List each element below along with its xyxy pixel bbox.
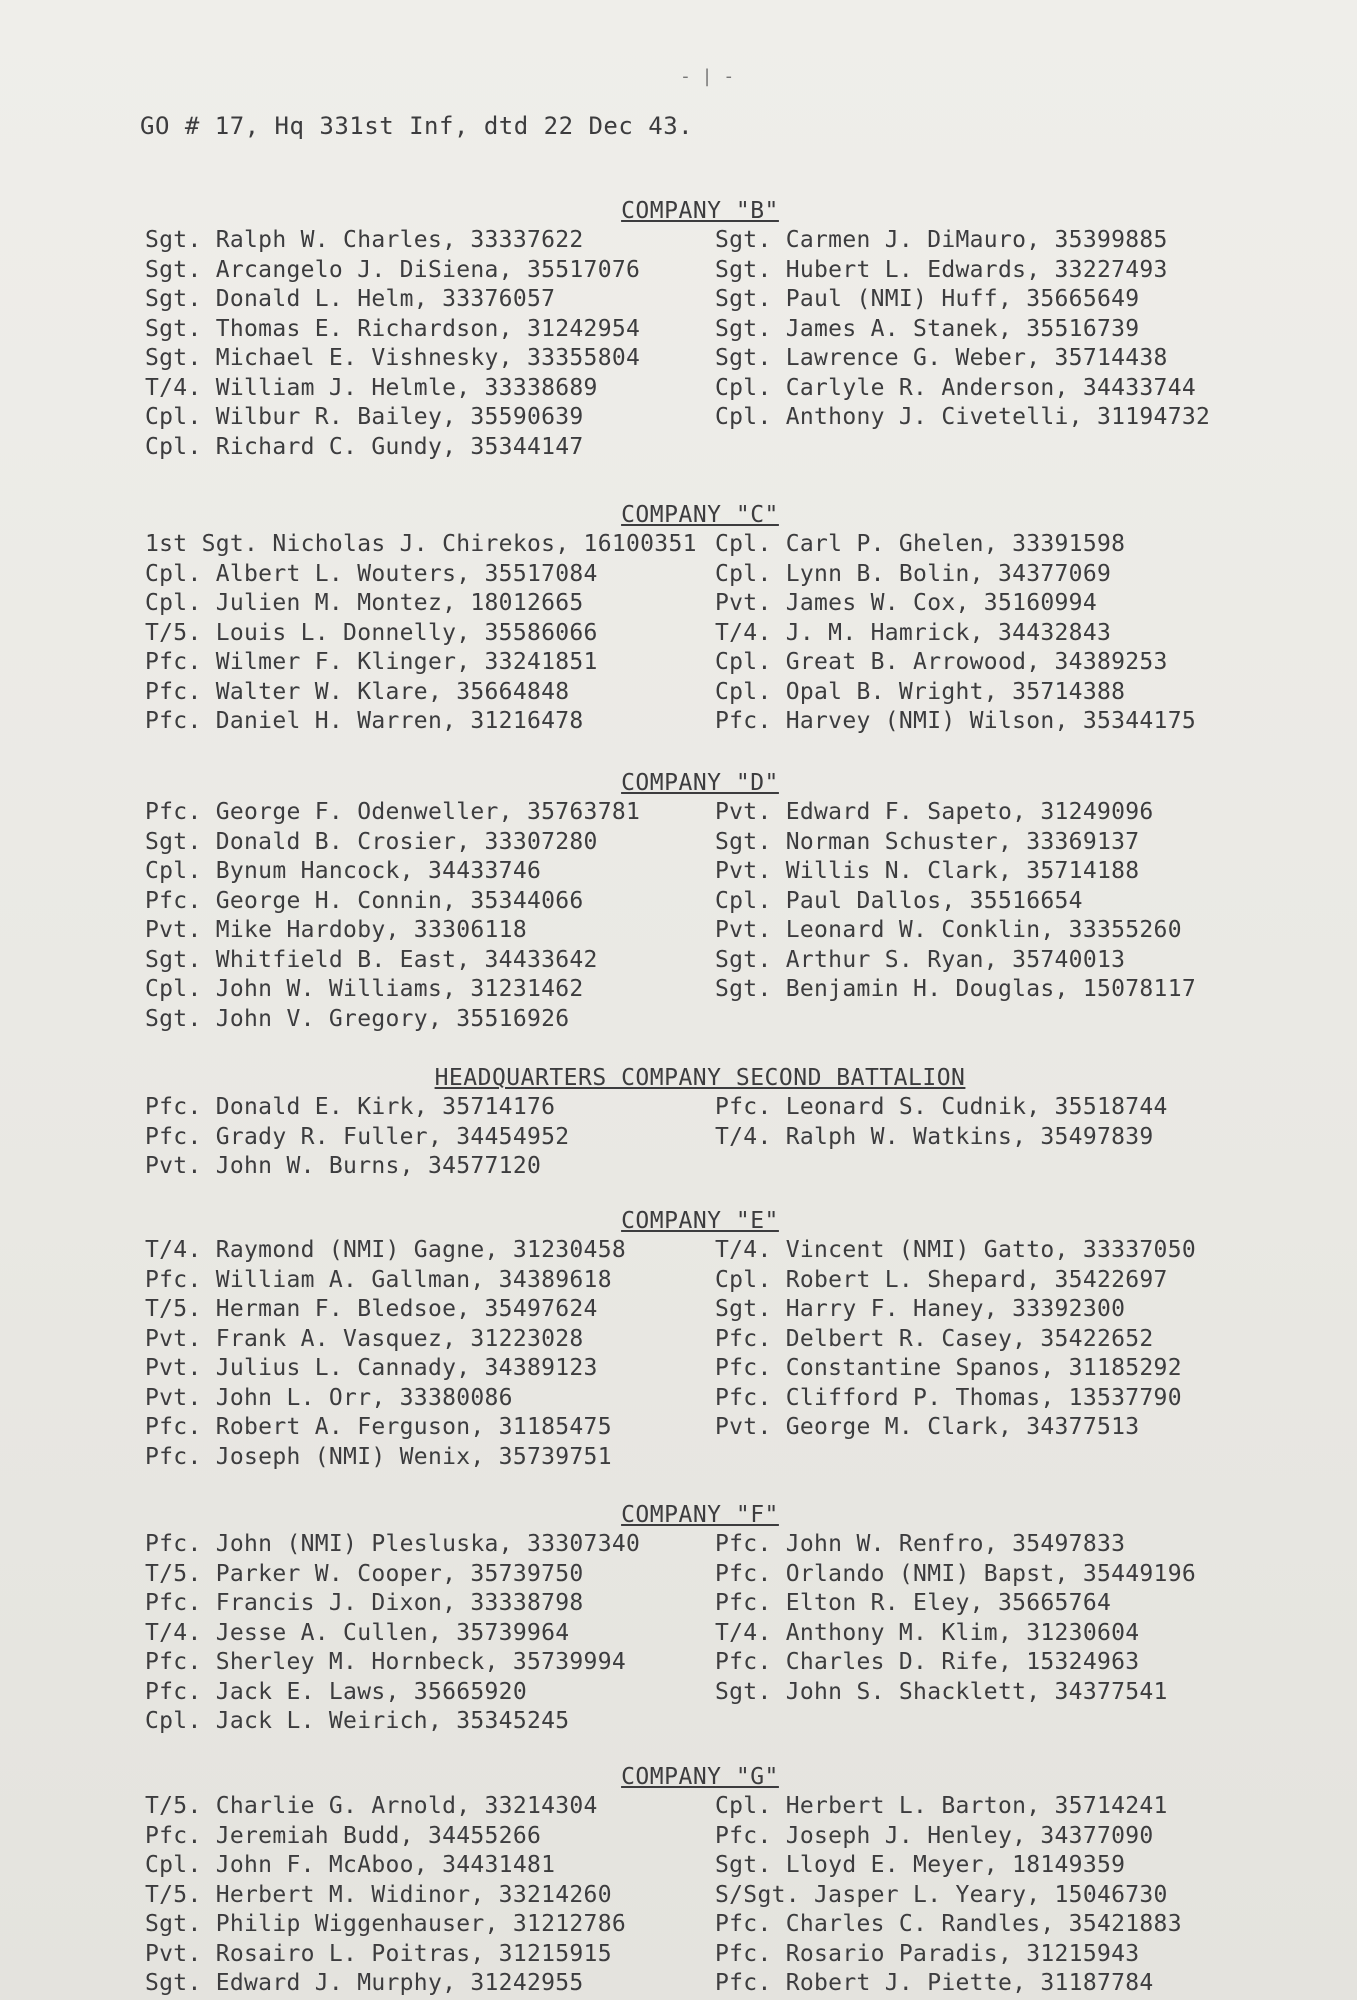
roster-entry: Pfc. Elton R. Eley, 35665764 (715, 1590, 1112, 1616)
roster-entry: Sgt. Carmen J. DiMauro, 35399885 (715, 227, 1168, 253)
roster-entry: Pfc. Walter W. Klare, 35664848 (145, 678, 570, 705)
roster-entry: Sgt. Donald L. Helm, 33376057 (145, 286, 556, 312)
roster-entry: Sgt. Benjamin H. Douglas, 15078117 (715, 976, 1197, 1002)
roster-entry: Cpl. Paul Dallos, 35516654 (715, 887, 1083, 914)
roster-entry: Pfc. Charles D. Rife, 15324963 (715, 1649, 1140, 1675)
roster-entry: Pfc. Joseph J. Henley, 34377090 (715, 1822, 1154, 1849)
roster-entry: T/4. Anthony M. Klim, 31230604 (715, 1619, 1140, 1646)
left-column (145, 226, 715, 462)
right-column (715, 1093, 1255, 1182)
roster-entry: T/5. Charlie G. Arnold, 33214304 (145, 1793, 598, 1819)
section-title: COMPANY "F" (621, 1502, 779, 1528)
roster-entry: Cpl. John W. Williams, 31231462 (145, 976, 584, 1002)
roster-entry: Pfc. Jack E. Laws, 35665920 (145, 1678, 527, 1705)
roster-entry: T/5. Herman F. Bledsoe, 35497624 (145, 1296, 598, 1322)
roster-entry: Pfc. Robert J. Piette, 31187784 (715, 1970, 1154, 1996)
roster-entry: T/4. J. M. Hamrick, 34432843 (715, 619, 1112, 646)
roster-entry: Cpl. Richard C. Gundy, 35344147 (145, 433, 584, 460)
roster-entry: Sgt. Thomas E. Richardson, 31242954 (145, 315, 641, 342)
section-company-d (145, 770, 1255, 1034)
roster-entry: Pfc. Francis J. Dixon, 33338798 (145, 1590, 584, 1616)
roster-entry: Pfc. Robert A. Ferguson, 31185475 (145, 1414, 612, 1440)
page-marks: - | - (680, 66, 735, 87)
roster-entry: Pvt. Mike Hardoby, 33306118 (145, 917, 527, 943)
roster-entry: T/4. Jesse A. Cullen, 35739964 (145, 1619, 570, 1646)
left-column (145, 1530, 715, 1737)
roster-entry: Cpl. Robert L. Shepard, 35422697 (715, 1266, 1168, 1293)
roster-entry: Cpl. Herbert L. Barton, 35714241 (715, 1793, 1168, 1819)
roster-entry: Cpl. John F. McAboo, 34431481 (145, 1852, 556, 1878)
roster-entry: Sgt. Paul (NMI) Huff, 35665649 (715, 286, 1140, 312)
roster-entry: Pvt. Leonard W. Conklin, 33355260 (715, 917, 1182, 943)
roster-entry: Sgt. Edward J. Murphy, 31242955 (145, 1970, 584, 1996)
roster-entry: T/5. Herbert M. Widinor, 33214260 (145, 1881, 612, 1908)
section-title: COMPANY "E" (621, 1208, 779, 1234)
section-company-g (145, 1764, 1255, 1999)
roster-entry: T/4. Raymond (NMI) Gagne, 31230458 (145, 1237, 627, 1263)
roster-entry: Pvt. George M. Clark, 34377513 (715, 1414, 1140, 1440)
roster-entry: Cpl. Opal B. Wright, 35714388 (715, 678, 1126, 705)
roster-entry: Pvt. John W. Burns, 34577120 (145, 1153, 542, 1179)
right-column (715, 530, 1255, 737)
roster-entry: Pvt. Willis N. Clark, 35714188 (715, 858, 1140, 884)
roster-entry: Pfc. John W. Renfro, 35497833 (715, 1531, 1126, 1557)
roster-entry: Cpl. Anthony J. Civetelli, 31194732 (715, 404, 1211, 430)
roster-entry: Pfc. Jeremiah Budd, 34455266 (145, 1822, 542, 1849)
left-column (145, 1093, 715, 1182)
left-column (145, 1236, 715, 1472)
section-title: COMPANY "D" (621, 770, 779, 796)
roster-entry: Sgt. Hubert L. Edwards, 33227493 (715, 256, 1168, 283)
roster-entry: T/5. Louis L. Donnelly, 35586066 (145, 619, 598, 646)
roster-entry: Sgt. Philip Wiggenhauser, 31212786 (145, 1911, 627, 1937)
right-column (715, 1530, 1255, 1737)
roster-entry: T/5. Parker W. Cooper, 35739750 (145, 1560, 584, 1587)
roster-entry: Sgt. Ralph W. Charles, 33337622 (145, 227, 584, 253)
roster-entry: Sgt. Donald B. Crosier, 33307280 (145, 828, 598, 855)
roster-entry: Sgt. Arthur S. Ryan, 35740013 (715, 946, 1126, 973)
roster-entry: Cpl. Great B. Arrowood, 34389253 (715, 649, 1168, 675)
roster-entry: Sgt. Whitfield B. East, 34433642 (145, 946, 598, 973)
section-company-e (145, 1208, 1255, 1472)
section-title: COMPANY "B" (621, 198, 779, 224)
roster-entry: Pfc. Rosario Paradis, 31215943 (715, 1940, 1140, 1967)
roster-entry: Sgt. Norman Schuster, 33369137 (715, 828, 1140, 855)
roster-entry: Sgt. Lloyd E. Meyer, 18149359 (715, 1852, 1126, 1878)
roster-entry: Pvt. John L. Orr, 33380086 (145, 1384, 513, 1411)
roster-entry: Cpl. Carlyle R. Anderson, 34433744 (715, 374, 1197, 401)
roster-entry: Pfc. Leonard S. Cudnik, 35518744 (715, 1094, 1168, 1120)
roster-entry: Pfc. Delbert R. Casey, 35422652 (715, 1325, 1154, 1352)
section-title: COMPANY "G" (621, 1764, 779, 1790)
left-column (145, 1792, 715, 1999)
roster-entry: Cpl. Carl P. Ghelen, 33391598 (715, 531, 1126, 557)
section-company-b (145, 198, 1255, 462)
roster-entry: Pfc. Daniel H. Warren, 31216478 (145, 708, 584, 734)
roster-entry: Pfc. Clifford P. Thomas, 13537790 (715, 1384, 1182, 1411)
section-headquarters-company (145, 1065, 1255, 1182)
roster-entry: Sgt. Arcangelo J. DiSiena, 35517076 (145, 256, 641, 283)
roster-entry: Cpl. Bynum Hancock, 34433746 (145, 858, 542, 884)
section-company-c (145, 502, 1255, 737)
left-column (145, 798, 715, 1034)
roster-entry: Pfc. Grady R. Fuller, 34454952 (145, 1123, 570, 1150)
section-title: COMPANY "C" (621, 502, 779, 528)
roster-entry: Pvt. Rosairo L. Poitras, 31215915 (145, 1940, 612, 1967)
roster-entry: Pfc. Charles C. Randles, 35421883 (715, 1911, 1182, 1937)
roster-entry: Pfc. Sherley M. Hornbeck, 35739994 (145, 1649, 627, 1675)
roster-entry: Cpl. Jack L. Weirich, 35345245 (145, 1708, 570, 1734)
roster-entry: Cpl. Lynn B. Bolin, 34377069 (715, 560, 1112, 587)
roster-entry: Pfc. Constantine Spanos, 31185292 (715, 1355, 1182, 1381)
right-column (715, 226, 1255, 462)
roster-entry: Pfc. Orlando (NMI) Bapst, 35449196 (715, 1560, 1197, 1587)
roster-entry: Cpl. Wilbur R. Bailey, 35590639 (145, 404, 584, 430)
roster-entry: Pfc. Harvey (NMI) Wilson, 35344175 (715, 708, 1197, 734)
section-title: HEADQUARTERS COMPANY SECOND BATTALION (434, 1065, 966, 1091)
roster-entry: Pfc. George H. Connin, 35344066 (145, 887, 584, 914)
roster-entry: Cpl. Albert L. Wouters, 35517084 (145, 560, 598, 587)
roster-entry: 1st Sgt. Nicholas J. Chirekos, 16100351 (145, 531, 697, 557)
roster-entry: T/4. Vincent (NMI) Gatto, 33337050 (715, 1237, 1197, 1263)
roster-entry: Pfc. Wilmer F. Klinger, 33241851 (145, 649, 598, 675)
roster-entry: Sgt. Michael E. Vishnesky, 33355804 (145, 345, 641, 371)
roster-entry: Cpl. Julien M. Montez, 18012665 (145, 590, 584, 616)
roster-entry: Pvt. Julius L. Cannady, 34389123 (145, 1355, 598, 1381)
right-column (715, 1236, 1255, 1472)
right-column (715, 1792, 1255, 1999)
roster-entry: Pvt. Edward F. Sapeto, 31249096 (715, 799, 1154, 825)
left-column (145, 530, 715, 737)
roster-entry: Pfc. Joseph (NMI) Wenix, 35739751 (145, 1443, 612, 1470)
roster-entry: Pvt. James W. Cox, 35160994 (715, 590, 1097, 616)
roster-entry: Pfc. William A. Gallman, 34389618 (145, 1266, 612, 1293)
roster-entry: T/4. William J. Helmle, 33338689 (145, 374, 598, 401)
roster-entry: T/4. Ralph W. Watkins, 35497839 (715, 1123, 1154, 1150)
roster-entry: Pvt. Frank A. Vasquez, 31223028 (145, 1325, 584, 1352)
roster-entry: Pfc. John (NMI) Plesluska, 33307340 (145, 1531, 641, 1557)
roster-entry: S/Sgt. Jasper L. Yeary, 15046730 (715, 1881, 1168, 1908)
section-company-f (145, 1502, 1255, 1737)
roster-entry: Sgt. Harry F. Haney, 33392300 (715, 1296, 1126, 1322)
roster-entry: Sgt. James A. Stanek, 35516739 (715, 315, 1140, 342)
roster-entry: Pfc. Donald E. Kirk, 35714176 (145, 1094, 556, 1120)
roster-entry: Sgt. Lawrence G. Weber, 35714438 (715, 345, 1168, 371)
roster-entry: Pfc. George F. Odenweller, 35763781 (145, 799, 641, 825)
general-order-header: GO # 17, Hq 331st Inf, dtd 22 Dec 43. (140, 112, 694, 140)
roster-entry: Sgt. John V. Gregory, 35516926 (145, 1005, 570, 1032)
roster-entry: Sgt. John S. Shacklett, 34377541 (715, 1678, 1168, 1705)
right-column (715, 798, 1255, 1034)
